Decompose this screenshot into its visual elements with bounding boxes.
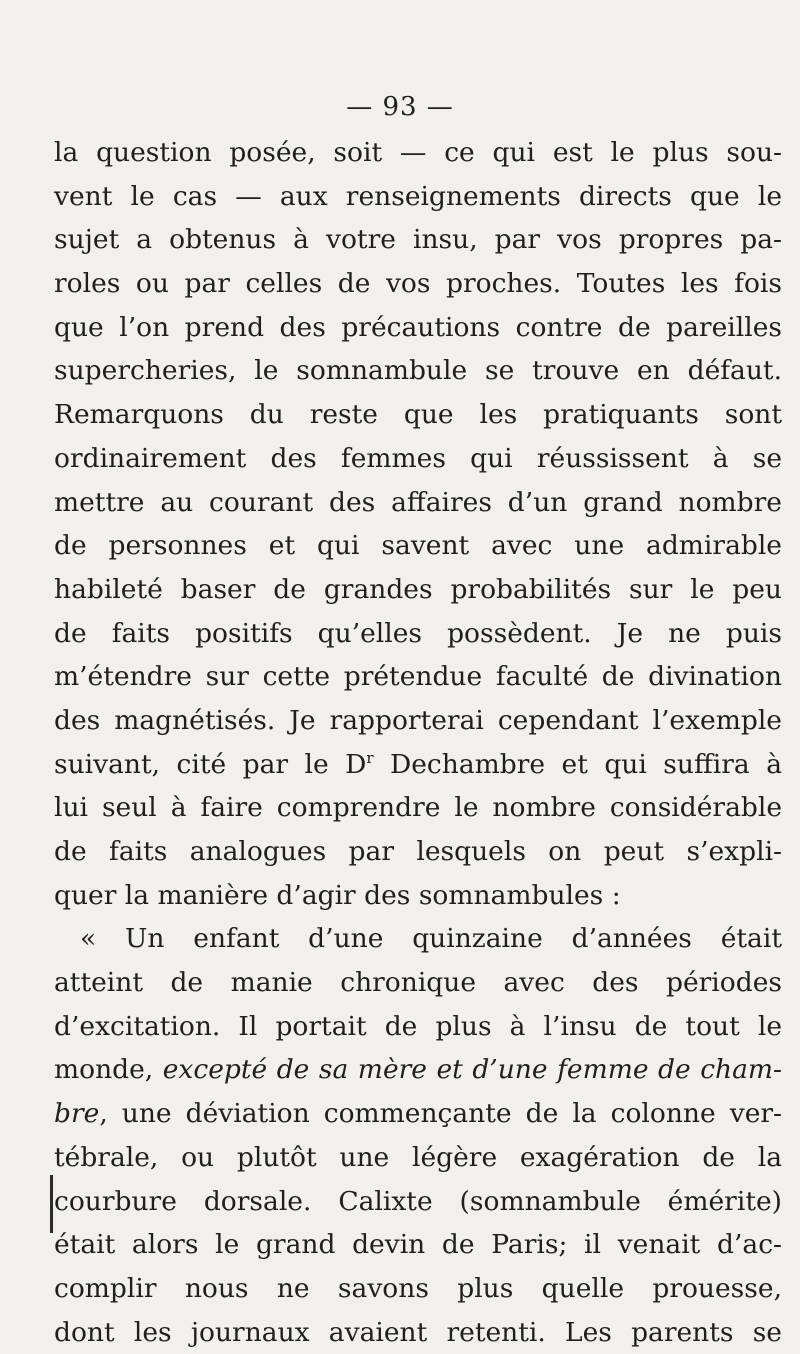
italic-segment: bre [54, 1098, 100, 1130]
text-line: Remarquons du reste que les pratiquants sont [54, 399, 782, 431]
text-line: complir nous ne savons plus quelle prouesse, [54, 1272, 782, 1304]
text-line: d’excitation. Il portait de plus à l’insu de tout le [54, 1010, 782, 1042]
text-segment: suivant, cité par le D [54, 748, 367, 780]
superscript: r [366, 748, 374, 767]
text-line [54, 1092, 782, 1136]
text-line: atteint de manie chronique avec des périodes [54, 967, 782, 999]
text-line: tébrale, ou plutôt une légère exagération de la [54, 1141, 782, 1173]
italic-segment: excepté de sa mère et d’une femme de cham- [162, 1054, 782, 1086]
text-line: mettre au courant des affaires d’un grand nombre [54, 486, 782, 518]
text-line: habileté baser de grandes probabilités sur le peu [54, 573, 782, 605]
text-line: lui seul à faire comprendre le nombre considérable [54, 792, 782, 824]
text-line: roles ou par celles de vos proches. Toutes les fois [54, 268, 782, 300]
text-line: de personnes et qui savent avec une admirable [54, 530, 782, 562]
text-line: de faits positifs qu’elles possèdent. Je ne puis [54, 617, 782, 649]
text-line: dont les journaux avaient retenti. Les parents se [54, 1316, 782, 1348]
text-segment: Dechambre et qui suffira à [373, 748, 782, 780]
text-line [54, 1048, 782, 1092]
text-line: que l’on prend des précautions contre de pareilles [54, 311, 782, 343]
text-line: supercheries, le somnambule se trouve en défaut. [54, 355, 782, 387]
text-line: m’étendre sur cette prétendue faculté de divination [54, 661, 782, 693]
text-line: la question posée, soit — ce qui est le plus sou- [54, 137, 782, 168]
text-line: des magnétisés. Je rapporterai cependant l’exemple [54, 704, 782, 736]
text-line: quer la manière d’agir des somnambules : [54, 879, 621, 911]
text-line: de faits analogues par lesquels on peut s’expli- [54, 836, 782, 867]
text-line: était alors le grand devin de Paris; il venait d’ac- [54, 1229, 782, 1261]
text-line: courbure dorsale. Calixte (somnambule émérite) [54, 1185, 782, 1217]
text-line: vent le cas — aux renseignements directs que le [54, 180, 782, 212]
page-number: — 93 — [346, 92, 454, 122]
margin-mark [50, 1175, 53, 1233]
text-line: ordinairement des femmes qui réussissent à se [54, 442, 782, 474]
text-line: « Un enfant d’une quinzaine d’années était [80, 923, 782, 955]
text-line [54, 743, 782, 787]
text-line: sujet a obtenus à votre insu, par vos propres pa- [54, 224, 782, 256]
text-block [54, 131, 782, 1354]
text-segment: , une déviation commençante de la colonne ver- [99, 1098, 782, 1130]
text-segment: monde, [54, 1054, 163, 1086]
